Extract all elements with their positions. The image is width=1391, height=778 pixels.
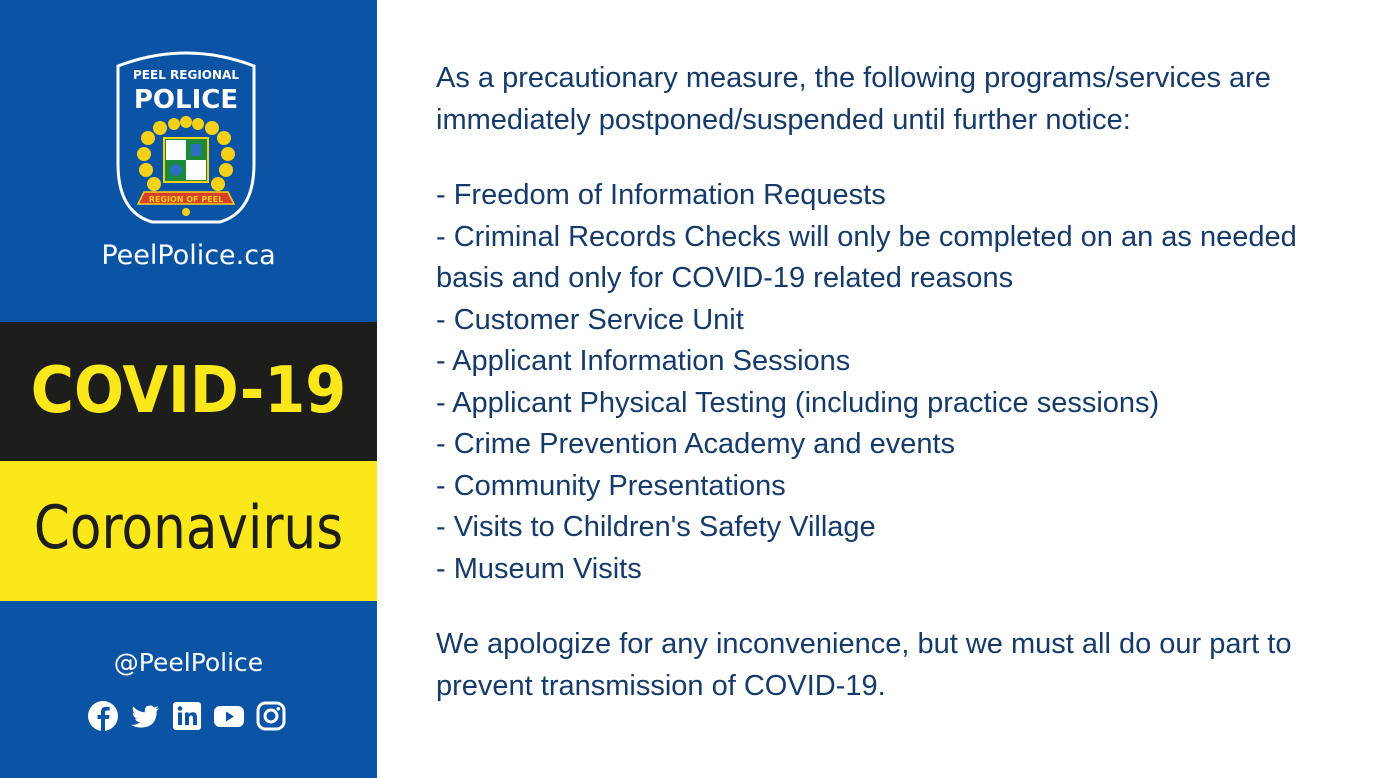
covid-title: COVID-19 — [30, 354, 347, 428]
list-item: - Freedom of Information Requests — [436, 179, 886, 211]
youtube-icon — [213, 700, 245, 732]
facebook-icon — [87, 700, 119, 732]
website-label: PeelPolice.ca — [101, 240, 276, 271]
coronavirus-title: Coronavirus — [33, 493, 344, 563]
social-handle: @PeelPolice — [113, 648, 264, 677]
covid-banner — [0, 322, 377, 461]
social-icons — [87, 699, 287, 733]
badge-ribbon-text: REGION OF PEEL — [148, 195, 224, 204]
list-item: - Applicant Physical Testing (including practice sessions) — [436, 386, 1160, 419]
police-badge-logo — [108, 46, 264, 226]
sidebar-panel — [0, 0, 377, 778]
badge-top-text: PEEL REGIONAL — [133, 68, 239, 82]
list-item: - Visits to Children's Safety Village — [436, 511, 876, 543]
suspended-services-list — [436, 175, 1356, 590]
linkedin-icon — [171, 700, 203, 732]
list-item: - Applicant Information Sessions — [436, 345, 851, 377]
coronavirus-banner — [0, 461, 377, 601]
badge-main-text: POLICE — [133, 85, 239, 115]
list-item: - Criminal Records Checks will only be completed on an as needed basis and only for COVID-19 related reasons — [436, 220, 1297, 294]
list-item: - Customer Service Unit — [436, 303, 744, 336]
list-item: - Community Presentations — [436, 469, 786, 502]
instagram-icon — [255, 700, 287, 732]
notice-intro: As a precautionary measure, the following programs/services are immediately postponed/suspended until further notice: — [436, 62, 1271, 136]
list-item: - Crime Prevention Academy and events — [436, 428, 956, 460]
twitter-icon — [129, 700, 161, 732]
notice-content — [436, 58, 1356, 707]
list-item: - Museum Visits — [436, 552, 642, 585]
notice-closing: We apologize for any inconvenience, but we must all do our part to prevent transmission of COVID-19. — [436, 628, 1292, 702]
